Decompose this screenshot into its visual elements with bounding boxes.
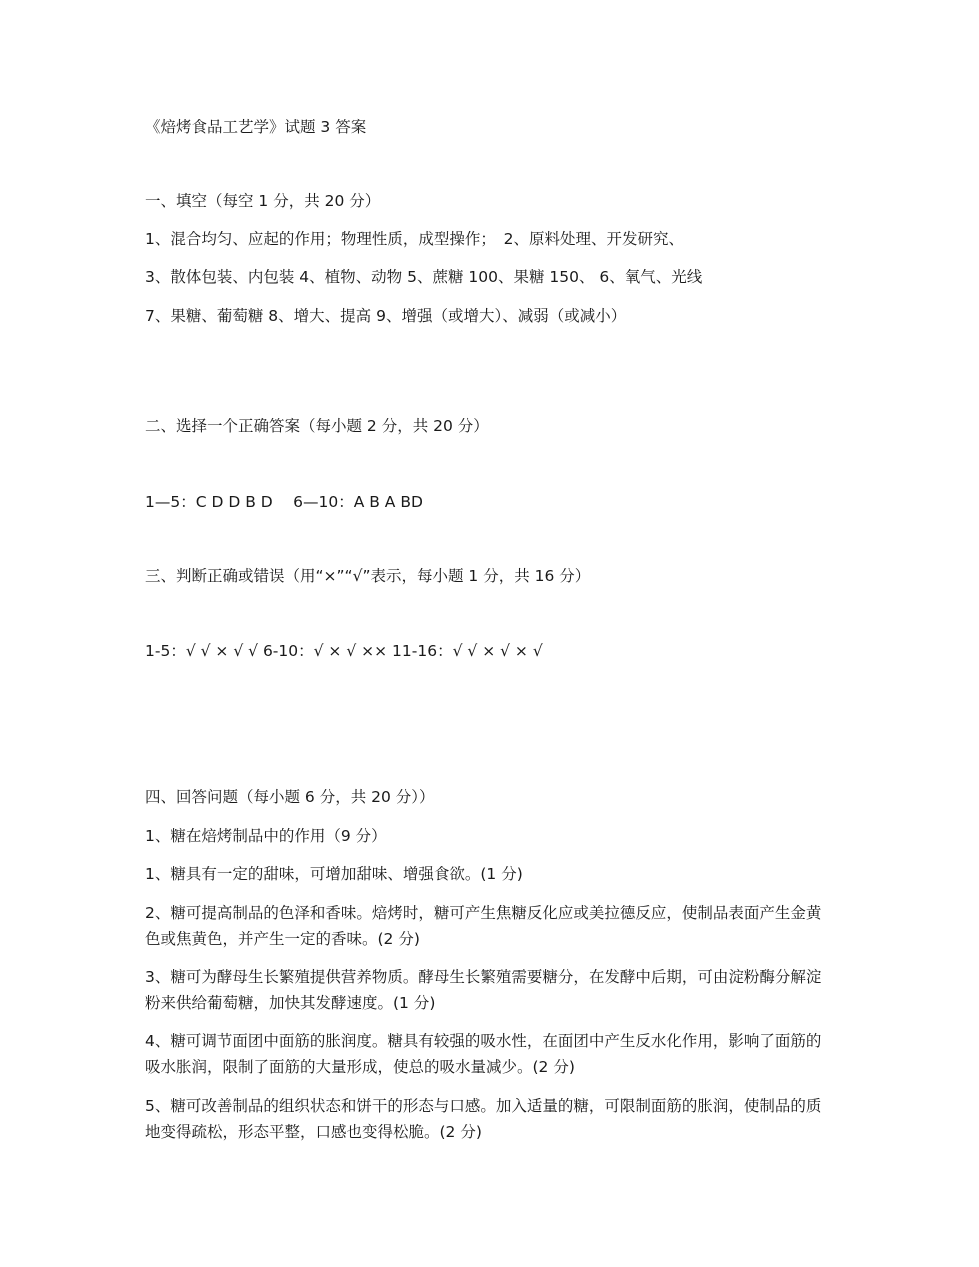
section1-line: 3、散体包装、内包装 4、植物、动物 5、蔗糖 100、果糖 150、 6、氧气、光线 [145,268,703,286]
section1-line: 1、混合均匀、应起的作用；物理性质，成型操作； 2、原料处理、开发研究、 [145,230,684,248]
section4-heading: 四、回答问题（每小题 6 分，共 20 分）） [145,788,435,806]
document-title: 《焙烤食品工艺学》试题 3 答案 [145,118,367,136]
answer-point: 4、糖可调节面团中面筋的胀润度。糖具有较强的吸水性，在面团中产生反水化作用，影响了面筋的吸水胀润，限制了面筋的大量形成，使总的吸水量减少。(2 分) [145,1032,822,1076]
section3-heading: 三、判断正确或错误（用“×”“√”表示，每小题 1 分，共 16 分） [145,567,591,585]
answer-point: 1、糖具有一定的甜味，可增加甜味、增强食欲。(1 分) [145,865,523,883]
section2-heading: 二、选择一个正确答案（每小题 2 分，共 20 分） [145,417,489,435]
answer-point: 2、糖可提高制品的色泽和香味。焙烤时，糖可产生焦糖反化应或美拉德反应，使制品表面产生金黄色或焦黄色，并产生一定的香味。(2 分) [145,904,822,948]
answer-point: 3、糖可为酵母生长繁殖提供营养物质。酵母生长繁殖需要糖分，在发酵中后期，可由淀粉酶分解淀粉来供给葡萄糖，加快其发酵速度。(1 分) [145,968,822,1012]
section4-question: 1、糖在焙烤制品中的作用（9 分） [145,827,387,845]
section2-answer: 1—5：C D D B D 6—10：A B A BD [145,493,423,511]
section1-heading: 一、填空（每空 1 分，共 20 分） [145,192,381,210]
answer-point: 5、糖可改善制品的组织状态和饼干的形态与口感。加入适量的糖，可限制面筋的胀润，使制品的质地变得疏松，形态平整，口感也变得松脆。(2 分) [145,1097,822,1141]
section3-answer: 1-5：√ √ × √ √ 6-10：√ × √ ×× 11-16：√ √ × √ × √ [145,642,543,660]
section1-line: 7、果糖、葡萄糖 8、增大、提高 9、增强（或增大）、减弱（或减小） [145,307,627,325]
